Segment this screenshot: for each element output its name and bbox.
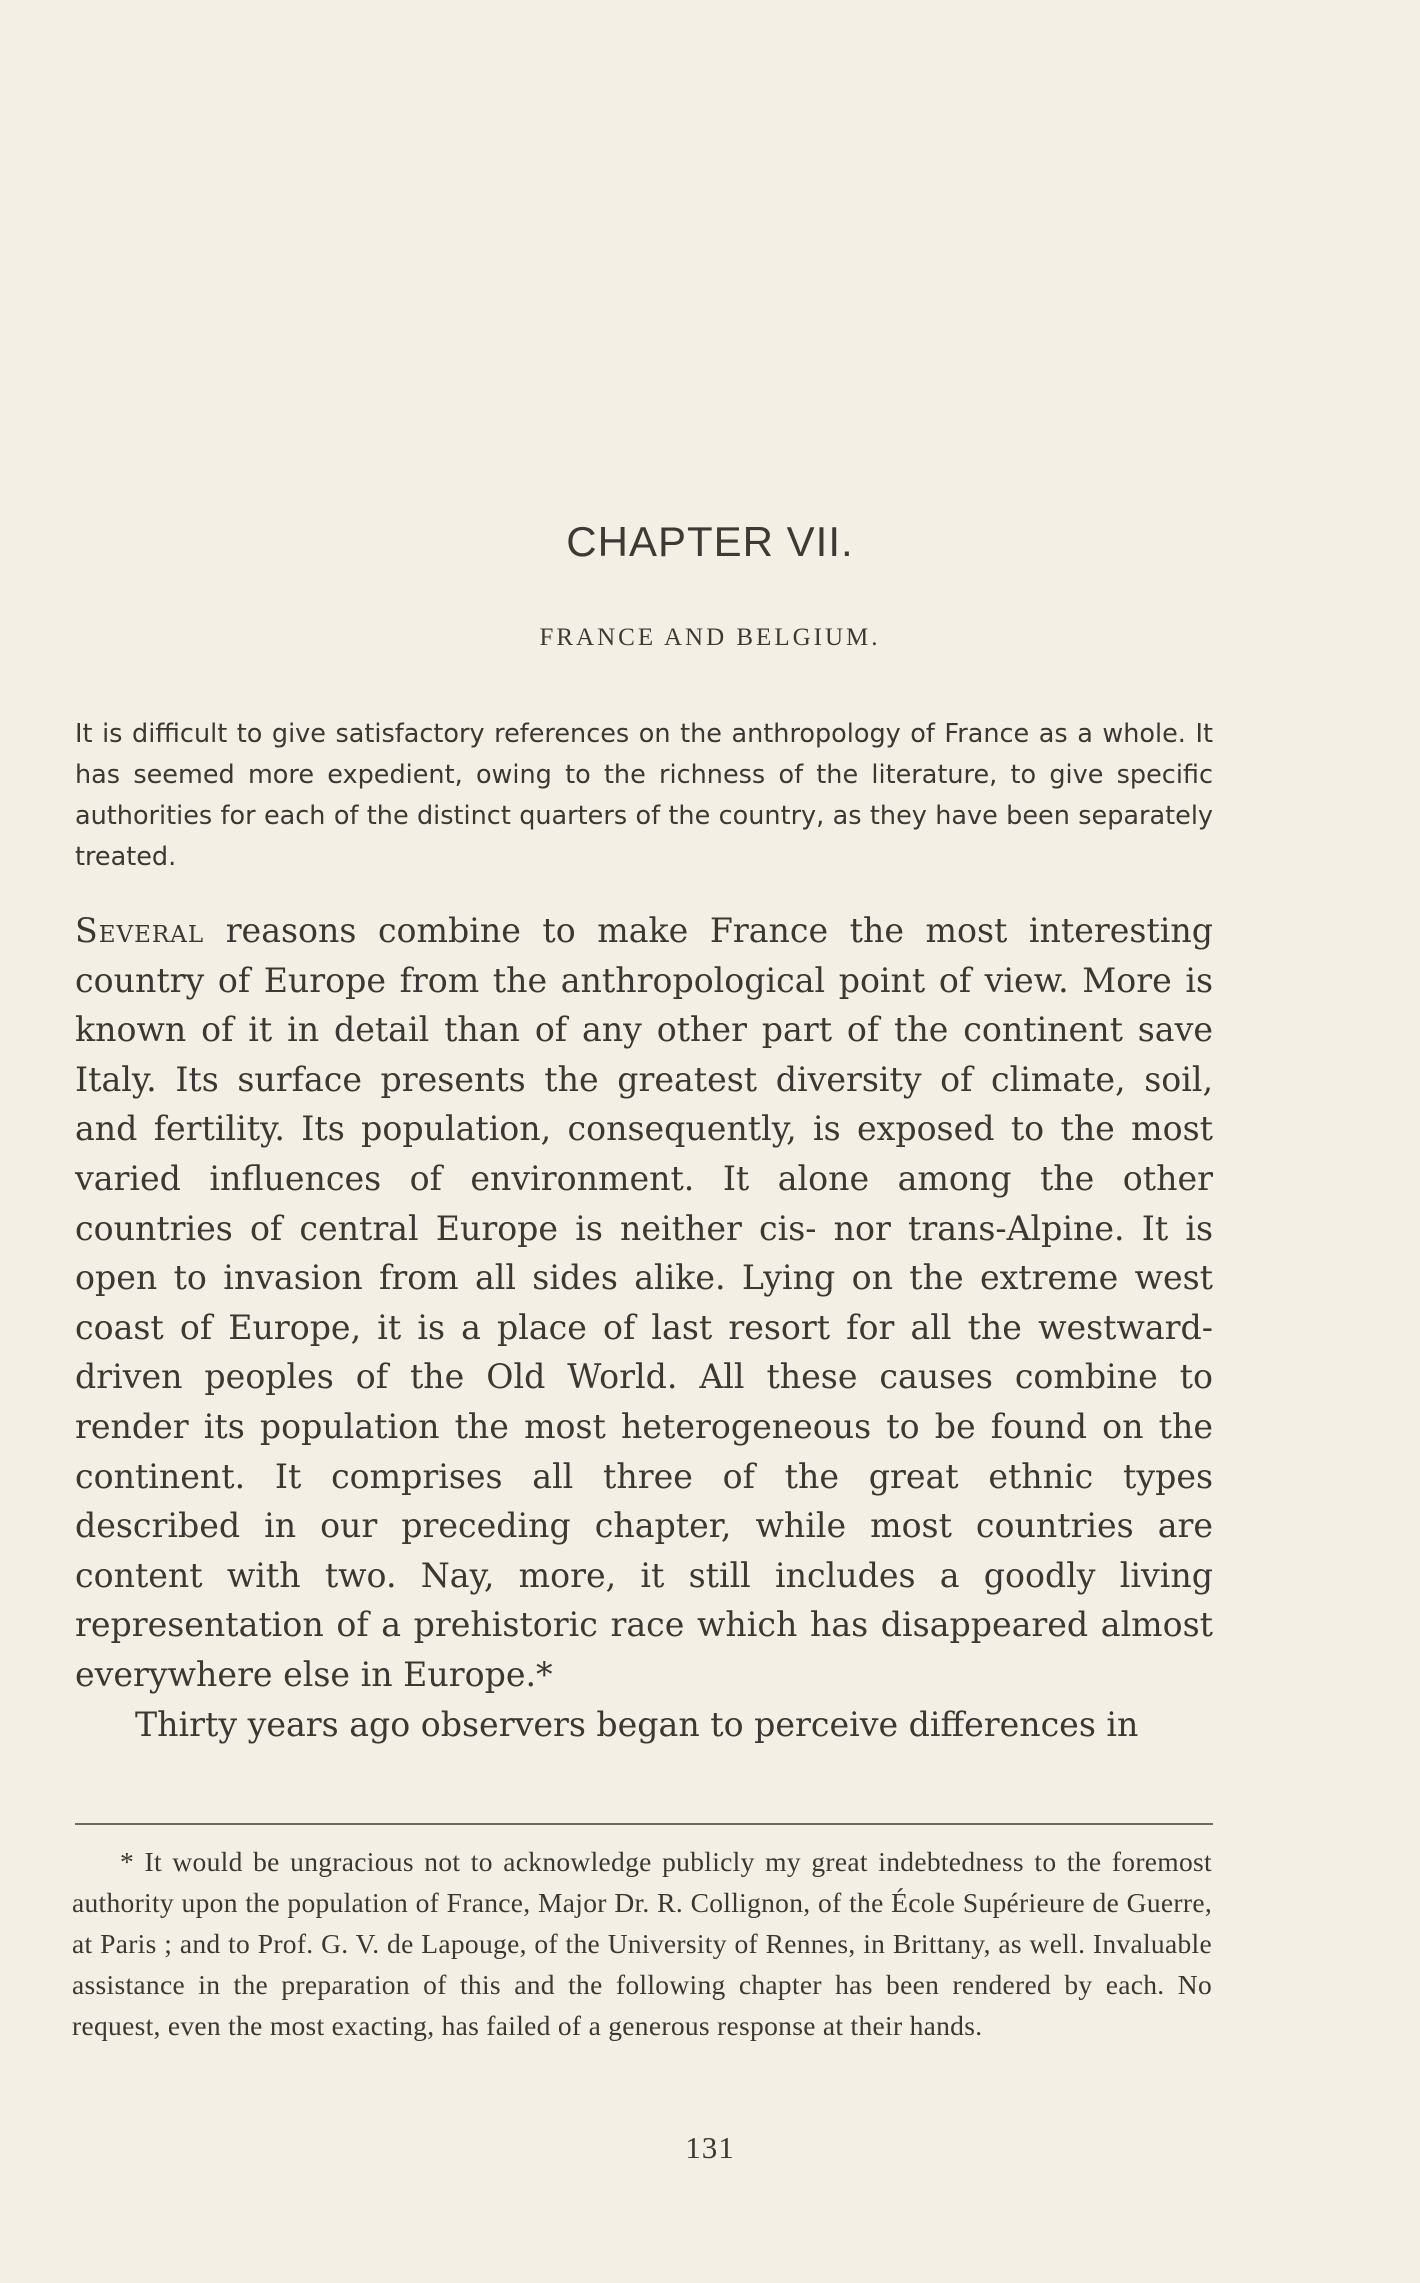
footnote-divider — [75, 1823, 1213, 1825]
chapter-references-note: It is difficult to give satisfactory references on the anthropology of France as a whole. It has seemed more expedient, owing to the richness of the literature, to give specific authorities for each of the distinct quarters of the country, as they have been separately treated. — [75, 719, 1213, 872]
paragraph-1 — [75, 906, 1213, 1700]
footnote-text: * It would be ungracious not to acknowledge publicly my great indebtedness to the foremost authority upon the population of France, Major Dr. R. Collignon, of the École Supérieure de Guerre, at Paris ; and to Prof. G. V. de Lapouge, of the University of Rennes, in Brittany, as well. Invaluable assistance in the preparation of this and the following chapter has been rendered by each. No request, even the most exacting, has failed of a generous response at their hands. — [72, 1846, 1212, 2041]
paragraph-1-text: reasons combine to make France the most interesting country of Europe from the anthropological point of view. More is known of it in detail than of any other part of the continent save Italy. Its surface presents the greatest diversity of climate, soil, and fertility. Its population, consequently, is exposed to the most varied influences of environment. It alone among the other countries of central Europe is neither cis- nor trans-Alpine. It is open to invasion from all sides alike. Lying on the extreme west coast of Europe, it is a place of last resort for all the westward-driven peoples of the Old World. All these causes combine to render its population the most heterogeneous to be found on the continent. It comprises all three of the great ethnic types described in our preceding chapter, while most countries are content with two. Nay, more, it still includes a goodly living representation of a prehistoric race which has disappeared almost everywhere else in Europe.* — [75, 911, 1213, 1694]
chapter-subtitle: FRANCE AND BELGIUM. — [539, 624, 881, 651]
chapter-title: CHAPTER VII. — [566, 518, 854, 565]
footnote — [72, 1841, 1212, 2046]
page-number: 131 — [685, 2130, 735, 2165]
paragraph-2: Thirty years ago observers began to perceive differences in — [135, 1704, 1139, 1744]
main-text — [75, 906, 1213, 1749]
paragraph-lead-word: Several — [75, 911, 205, 950]
